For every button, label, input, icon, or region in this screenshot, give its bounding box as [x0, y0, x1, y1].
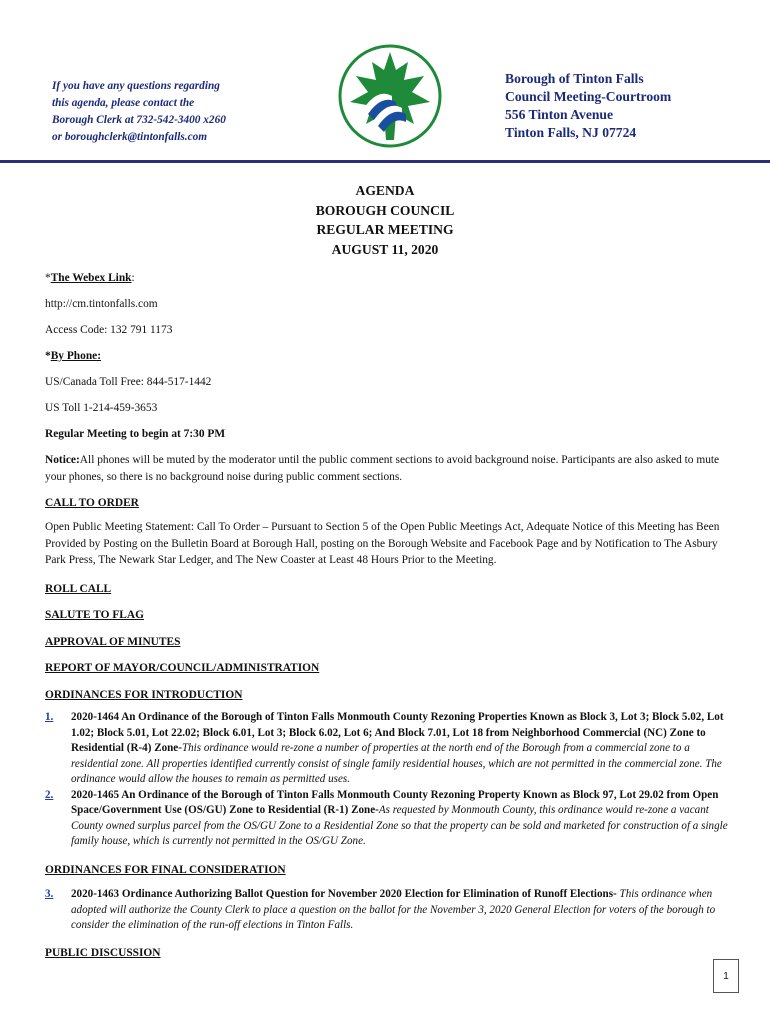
notice-label: Notice:: [45, 454, 80, 466]
webex-access-code: Access Code: 132 791 1173: [45, 324, 173, 336]
header-divider: [0, 160, 770, 163]
webex-label: The Webex Link: [50, 272, 132, 284]
contact-line: this agenda, please contact the: [52, 97, 195, 109]
introduction-heading: ORDINANCES FOR INTRODUCTION: [45, 688, 243, 701]
meeting-date: AUGUST 11, 2020: [331, 241, 439, 257]
address-line: Tinton Falls, NJ 07724: [505, 125, 637, 140]
phone-heading: *By Phone:: [45, 350, 102, 362]
address-line: 556 Tinton Avenue: [505, 107, 614, 122]
toll-number: US Toll 1-214-459-3653: [45, 402, 158, 414]
contact-info: [52, 78, 292, 146]
call-to-order-heading: CALL TO ORDER: [45, 496, 139, 509]
ordinance-description: This ordinance when adopted will authorize the County Clerk to place a question on the ballot for the November 3, 2020 General Election for voters of the borough to consider the elimination of the run-off elections in Tinton Falls.: [71, 888, 716, 931]
borough-logo-icon: [338, 44, 442, 148]
ordinance-description: As requested by Monmouth County, this ordinance would re-zone a vacant County owned surplus parcel from the OS/GU Zone to a Residential Zone so that the property can be sold and marketed for construction of a single family house, which is currently not permitted in the OS/GU Zone.: [71, 804, 728, 847]
ordinance-item: [45, 887, 729, 934]
agenda-body: [45, 270, 729, 971]
report-heading: REPORT OF MAYOR/COUNCIL/ADMINISTRATION: [45, 662, 320, 674]
ordinance-item: [45, 710, 729, 788]
public-discussion-heading: PUBLIC DISCUSSION: [45, 946, 161, 959]
contact-line: If you have any questions regarding: [52, 80, 220, 92]
webex-heading: *The Webex Link:: [45, 272, 135, 284]
ordinance-description: This ordinance would re-zone a number of properties at the north end of the Borough from a commercial zone to a residential zone. All properties identified currently consist of single family residential houses, which are not permitted in the commercial zone. The ordinance would allow the houses to remain as permitted uses.: [71, 742, 722, 785]
agenda-title: [0, 181, 770, 259]
title-line: BOROUGH COUNCIL: [315, 202, 455, 218]
item-number[interactable]: 3.: [45, 888, 54, 900]
contact-line: Borough Clerk at 732-542-3400 x260: [52, 114, 226, 126]
toll-free-number: US/Canada Toll Free: 844-517-1442: [45, 376, 212, 388]
final-consideration-heading: ORDINANCES FOR FINAL CONSIDERATION: [45, 863, 286, 876]
phone-label: By Phone:: [50, 350, 102, 362]
title-line: REGULAR MEETING: [316, 222, 454, 237]
contact-email: or boroughclerk@tintonfalls.com: [52, 131, 208, 143]
meeting-start: Regular Meeting to begin at 7:30 PM: [45, 428, 226, 440]
address-line: Council Meeting-Courtroom: [505, 89, 672, 104]
salute-heading: SALUTE TO FLAG: [45, 609, 144, 621]
item-number[interactable]: 1.: [45, 711, 54, 723]
page-number: 1: [713, 959, 739, 993]
ordinance-title: 2020-1465 An Ordinance of the Borough of Tinton Falls Monmouth County Rezoning Property Known as Block 97, Lot 29.02 from Open Space/Government Use (OS/GU) Zone to Residential (R-1) Zone-: [71, 788, 719, 816]
title-line: AGENDA: [355, 183, 415, 198]
call-to-order-text: Open Public Meeting Statement: Call To Order – Pursuant to Section 5 of the Open Public Meetings Act, Adequate Notice of this Meeting has Been Provided by Posting on the Bulletin Board at Borough Hall, posting on the Borough Website and Facebook Page and by Notification to The Asbury Park Press, The Newark Star Ledger, and The New Coaster at Least 48 Hours Prior to the Meeting.: [45, 521, 720, 566]
notice: [45, 452, 729, 485]
address-line: Borough of Tinton Falls: [505, 71, 644, 86]
item-number[interactable]: 2.: [45, 788, 54, 801]
ordinance-item: [45, 788, 729, 850]
webex-url[interactable]: http://cm.tintonfalls.com: [45, 298, 158, 310]
roll-call-heading: ROLL CALL: [45, 582, 112, 595]
minutes-heading: APPROVAL OF MINUTES: [45, 635, 181, 648]
notice-text: All phones will be muted by the moderator until the public comment sections to avoid background noise. Participants are also asked to mute your phones, so there is no background noise during public comment sections.: [45, 454, 720, 483]
borough-address: [505, 70, 745, 142]
ordinance-title: 2020-1463 Ordinance Authorizing Ballot Question for November 2020 Election for Elimination of Runoff Elections-: [71, 888, 620, 900]
ordinance-title: 2020-1464 An Ordinance of the Borough of Tinton Falls Monmouth County Rezoning Properties Known as Block 3, Lot 3; Block 5.02, Lot 1.02; Block 5.01, Lot 22.02; Block 6.01, Lot 3; Block 6.02, Lot 6; And Block 7.01, Lot 18 from Neighborhood Commercial (NC) Zone to Residential (R-4) Zone-: [71, 711, 724, 754]
